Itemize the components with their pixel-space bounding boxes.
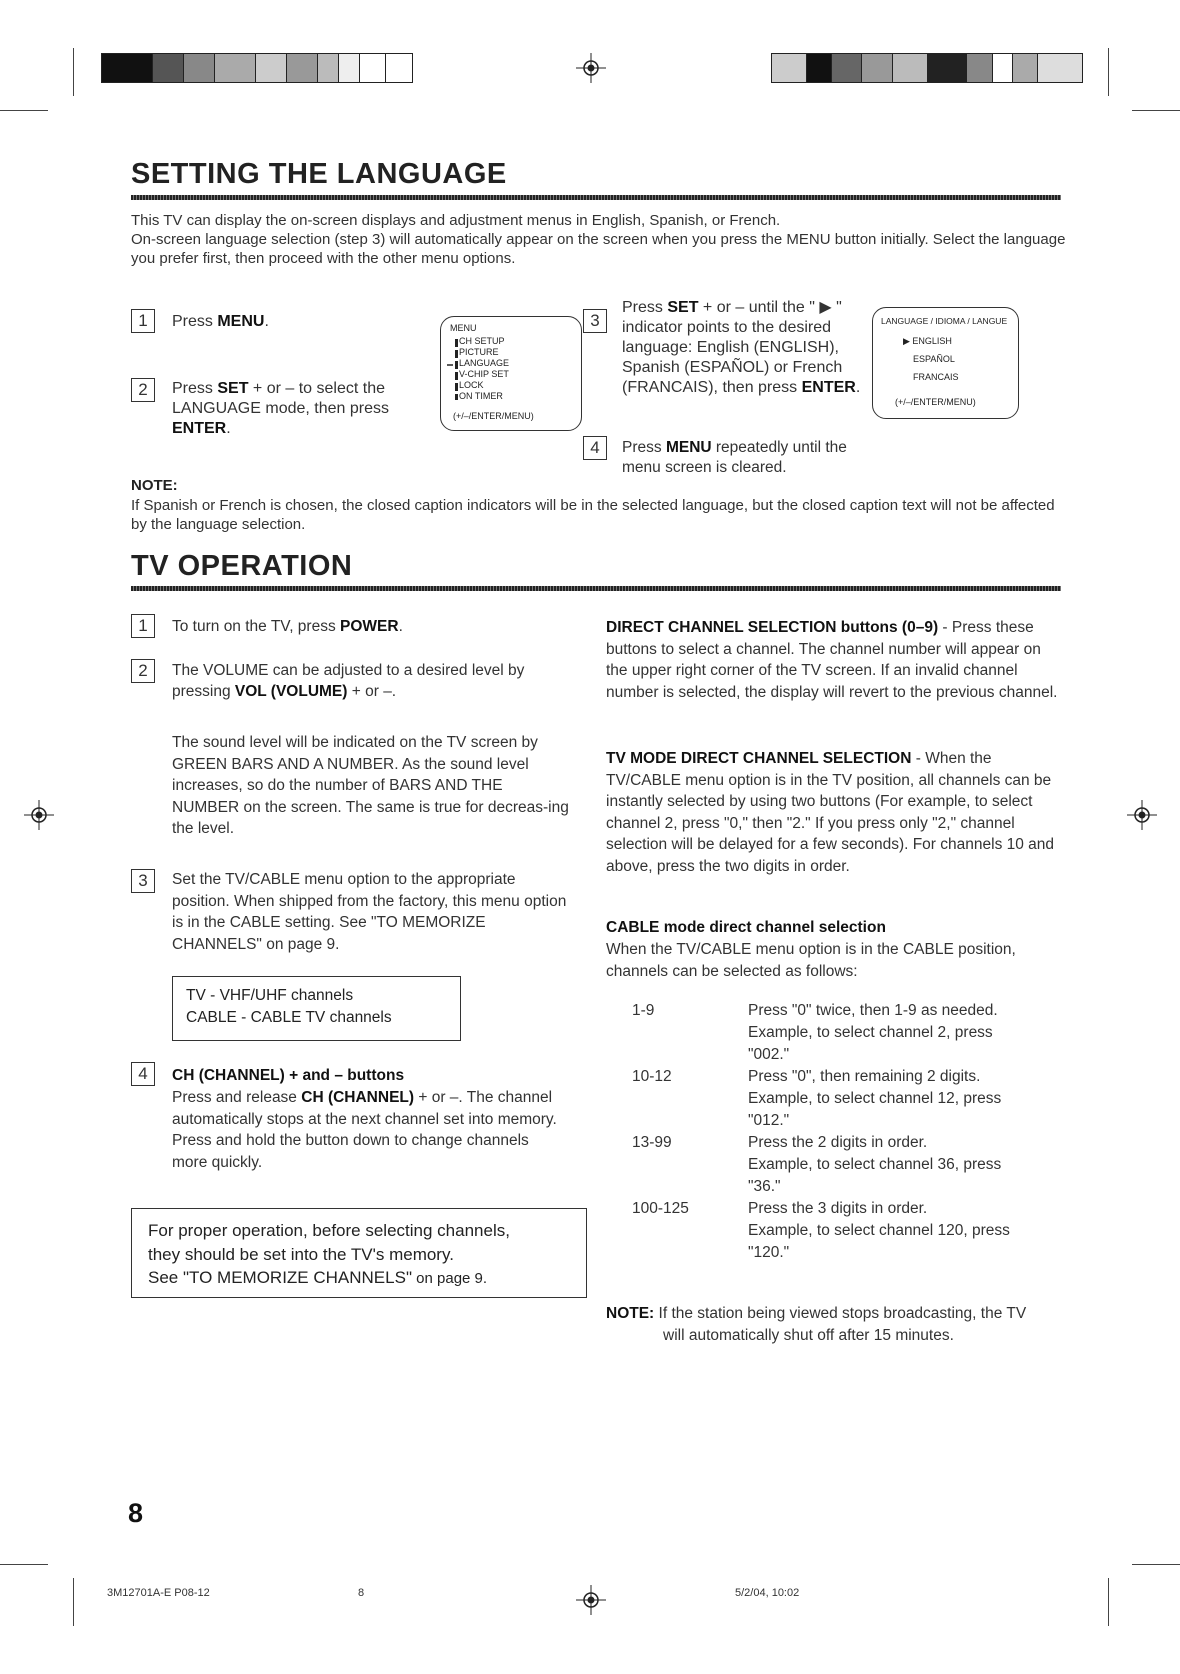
language-osd-item: ESPAÑOL [913, 354, 955, 364]
file-code: 3M12701A-E P08-12 [107, 1587, 210, 1599]
color-bar-left [101, 53, 413, 83]
title-rule [131, 195, 1061, 200]
section-title-tv-operation: TV OPERATION [131, 550, 353, 582]
color-bar-right [771, 53, 1083, 83]
cable-row-desc: Press "0", then remaining 2 digits. Example, to select channel 12, press "012." [748, 1068, 1002, 1129]
cable-row-desc: Press the 2 digits in order. Example, to select channel 36, press "36." [748, 1134, 1002, 1195]
cable-row-desc: Press "0" twice, then 1-9 as needed. Example, to select channel 2, press "002." [748, 1002, 998, 1063]
registration-mark-icon [576, 1585, 606, 1615]
step-2-text: Press SET + or – to select the LANGUAGE mode, then press ENTER. [172, 380, 389, 437]
step-1-text: Press MENU. [172, 313, 269, 330]
menu-osd-item: ON TIMER [459, 391, 503, 401]
cable-row-range: 100-125 [632, 1200, 689, 1217]
note-text: If Spanish or French is chosen, the closed caption indicators will be in the selected language, but the closed caption text will not be affected by the language selection. [131, 497, 1055, 533]
cursor-arrow-icon [447, 337, 459, 401]
box-line-cable: CABLE - CABLE TV channels [186, 1009, 392, 1026]
cable-row-range: 1-9 [632, 1002, 655, 1019]
memorize-notice-box [131, 1208, 587, 1298]
crop-mark [1108, 1578, 1109, 1626]
step-4-text: Press MENU repeatedly until the menu screen is cleared. [622, 439, 847, 476]
crop-mark [0, 1564, 48, 1565]
registration-mark-icon [1127, 800, 1157, 830]
crop-mark [0, 110, 48, 111]
tv-step-2-text: The VOLUME can be adjusted to a desired level by pressing VOL (VOLUME) + or –. [172, 662, 525, 700]
step-number-3: 3 [131, 869, 155, 893]
language-osd-title: LANGUAGE / IDIOMA / LANGUE [881, 316, 1008, 326]
cable-row-range: 10-12 [632, 1068, 672, 1085]
language-screen-illustration [872, 307, 1019, 419]
registration-mark-icon [576, 53, 606, 83]
registration-mark-icon [24, 800, 54, 830]
notice-line: For proper operation, before selecting channels, [148, 1221, 510, 1240]
menu-osd-item: PICTURE [459, 347, 499, 357]
crop-mark [1132, 110, 1180, 111]
auto-shutoff-note: NOTE: If the station being viewed stops broadcasting, the TV will automatically shut off after 15 minutes. [606, 1305, 1027, 1344]
datestamp: 5/2/04, 10:02 [735, 1587, 800, 1599]
language-osd-footer: (+/–/ENTER/MENU) [895, 397, 976, 407]
step-number-3: 3 [583, 309, 607, 333]
box-line-tv: TV - VHF/UHF channels [186, 987, 354, 1004]
menu-osd-title: MENU [450, 323, 477, 333]
tv-step-3-text: Set the TV/CABLE menu option to the appropriate position. When shipped from the factory, this menu option is in the CABLE setting. See "TO MEMORIZE CHANNELS" on page 9. [172, 871, 567, 953]
step-number-2: 2 [131, 378, 155, 402]
tv-step-2-paragraph: The sound level will be indicated on the TV screen by GREEN BARS AND A NUMBER. As the sound level increases, so do the number of BARS AND THE NUMBER on the screen. The same is true for decreas-ing the level. [172, 734, 569, 837]
step-number-2: 2 [131, 659, 155, 683]
tv-step-4-text: Press and release CH (CHANNEL) + or –. The channel automatically stops at the next channel set into memory. Press and hold the button down to change channels more quickly. [172, 1089, 557, 1171]
page-number: 8 [128, 1498, 144, 1528]
cable-row-range: 13-99 [632, 1134, 672, 1151]
tv-mode-direct-text: TV MODE DIRECT CHANNEL SELECTION - When the TV/CABLE menu option is in the TV position, all channels can be instantly selected by using two buttons (For example, to select channel 2, press "0," then "2." If you press only "2," channel selection will be delayed for a few seconds). For channels 10 and above, press the two digits in order. [606, 750, 1055, 875]
crop-mark [73, 48, 74, 96]
step-number-4: 4 [131, 1062, 155, 1086]
step-number-1: 1 [131, 614, 155, 638]
tv-step-1-text: To turn on the TV, press POWER. [172, 618, 403, 635]
crop-mark [1132, 1564, 1180, 1565]
language-osd-item: FRANCAIS [913, 372, 959, 382]
crop-mark [73, 1578, 74, 1626]
menu-osd-item: LANGUAGE [459, 358, 510, 368]
cable-mode-text: When the TV/CABLE menu option is in the CABLE position, channels can be selected as follows: [606, 941, 1016, 980]
crop-mark [1108, 48, 1109, 96]
intro-paragraph: This TV can display the on-screen displays and adjustment menus in English, Spanish, or French. On-screen language selection (step 3) will automatically appear on the screen when you press the MENU button initially. Select the language you prefer first, then proceed with the other menu options. [131, 212, 1066, 267]
step-number-4: 4 [583, 436, 607, 460]
menu-screen-illustration [440, 316, 582, 431]
menu-osd-item: CH SETUP [459, 336, 505, 346]
note-label: NOTE: [131, 477, 178, 494]
menu-osd-footer: (+/–/ENTER/MENU) [453, 411, 534, 421]
channel-type-box [172, 976, 461, 1041]
page-number-small: 8 [358, 1587, 365, 1599]
notice-line: See "TO MEMORIZE CHANNELS" on page 9. [148, 1268, 488, 1287]
notice-line: they should be set into the TV's memory. [148, 1245, 454, 1264]
step-3-text: Press SET + or – until the " ▶ " indicator points to the desired language: English (ENGLISH), Spanish (ESPAÑOL) or French (FRANCAIS), then press ENTER. [622, 299, 861, 396]
step-number-1: 1 [131, 309, 155, 333]
direct-channel-selection-text: DIRECT CHANNEL SELECTION buttons (0–9) - Press these buttons to select a channel. The channel number will appear on the upper right corner of the TV screen. If an invalid channel number is selected, the display will revert to the previous channel. [606, 619, 1058, 701]
tv-step-4-heading: CH (CHANNEL) + and – buttons [172, 1067, 405, 1084]
section-title-language: SETTING THE LANGUAGE [131, 158, 507, 190]
title-rule [131, 586, 1061, 591]
language-osd-item: ▶ ENGLISH [903, 336, 952, 346]
menu-osd-item: V-CHIP SET [459, 369, 509, 379]
menu-osd-item: LOCK [459, 380, 484, 390]
cable-mode-heading: CABLE mode direct channel selection [606, 919, 886, 936]
cable-row-desc: Press the 3 digits in order. Example, to select channel 120, press "120." [748, 1200, 1010, 1261]
